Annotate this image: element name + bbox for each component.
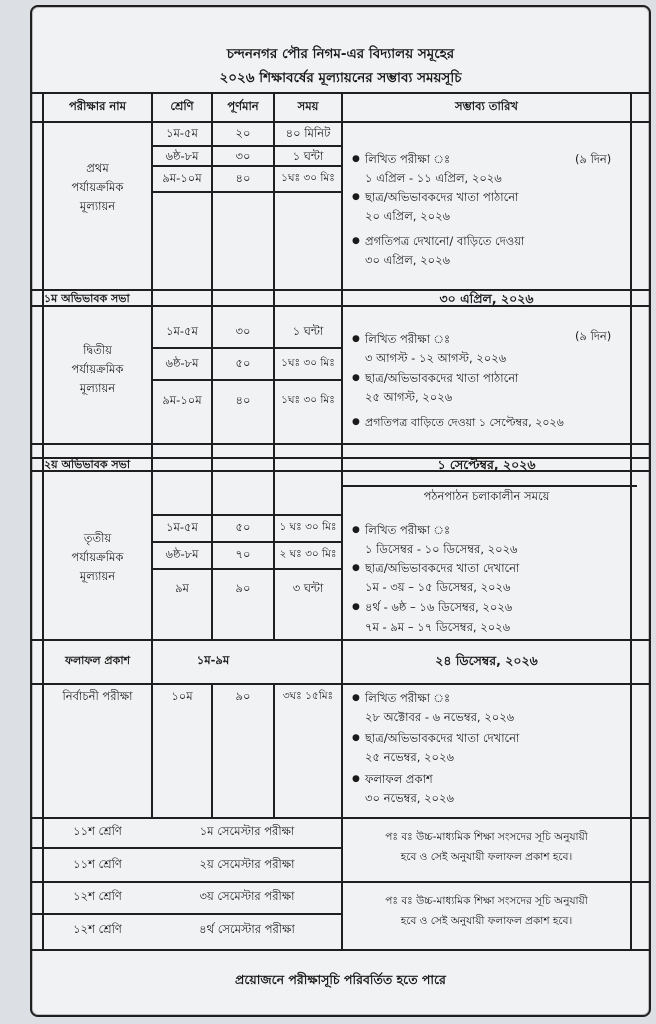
semester-3-class: ১২শ শ্রেণি	[73, 889, 122, 903]
rule	[151, 568, 341, 570]
third-copy-line-1: ১ম - ৩য় – ১৫ ডিসেম্বর, ২০২৬	[365, 580, 511, 594]
rule	[151, 379, 341, 381]
rule	[151, 191, 341, 193]
title-line-1: চন্দননগর পৌর নিগম-এর বিদ্যালয় সমূহের	[226, 46, 455, 62]
rule	[630, 92, 632, 949]
rule	[32, 949, 649, 951]
selection-written-label: ● লিখিত পরীক্ষা ঃ	[365, 689, 450, 708]
first-row2-marks: ৩০	[235, 149, 251, 163]
first-row1-time: ৪০ মিনিট	[285, 126, 331, 140]
first-row3-marks: ৪০	[235, 171, 251, 185]
semester-2-class: ১১শ শ্রেণি	[73, 857, 122, 871]
selection-name: নির্বাচনী পরীক্ষা	[62, 689, 133, 703]
first-copy-label: ● ছাত্র/অভিভাবকদের খাতা পাঠানো	[365, 188, 518, 207]
rule	[42, 92, 44, 949]
second-copy-label: ● ছাত্র/অভিভাবকদের খাতা পাঠানো	[365, 369, 518, 388]
semester-2-exam: ২য় সেমেস্টার পরীক্ষা	[199, 857, 295, 871]
title-line-2: ২০২৬ শিক্ষাবর্ষের মূল্যায়নের সম্ভাব্য সময়সূচি	[219, 70, 462, 86]
meeting1-label: ১ম অভিভাবক সভা	[44, 292, 130, 305]
selection-marks: ৯০	[235, 689, 251, 703]
council-note-a-1: পঃ বঃ উচ্চ-মাধ্যমিক শিক্ষা সংসদের সূচি অনুযায়ী	[385, 831, 588, 843]
first-row1-marks: ২০	[235, 126, 251, 140]
selection-result-label: ● ফলাফল প্রকাশ	[365, 770, 433, 789]
first-days: (৯ দিন)	[575, 152, 612, 166]
third-written-label: ● লিখিত পরীক্ষা ঃ	[365, 521, 450, 540]
second-days: (৯ দিন)	[575, 329, 612, 343]
second-progress-label: ● প্রগতিপত্র বাড়িতে দেওয়া ১ সেপ্টেম্বর, ২০২৬	[365, 413, 564, 432]
third-row3-time: ৩ ঘন্টা	[292, 581, 324, 595]
second-row3-marks: ৪০	[235, 393, 251, 407]
second-row2-marks: ৫০	[235, 356, 251, 370]
header-class: শ্রেণি	[170, 99, 194, 113]
second-row3-time: ১ঘঃ ৩০ মিঃ	[281, 394, 335, 406]
footer-note: প্রয়োজনে পরীক্ষাসূচি পরিবর্তিত হতে পারে	[235, 972, 446, 987]
selection-time: ৩ঘঃ ১৫মিঃ	[282, 690, 334, 702]
first-progress-label: ● প্রগতিপত্র দেখানো/ বাড়িতে দেওয়া	[365, 232, 524, 251]
third-written-date: ১ ডিসেম্বর - ১০ ডিসেম্বর, ২০২৬	[365, 542, 518, 556]
rule	[32, 847, 341, 849]
first-written-label: ● লিখিত পরীক্ষা ঃ	[365, 150, 450, 169]
first-row2-class: ৬ষ্ঠ-৮ম	[165, 149, 199, 163]
result-label: ফলাফল প্রকাশ	[64, 654, 131, 667]
result-date: ২৪ ডিসেম্বর, ২০২৬	[435, 653, 538, 668]
council-note-b-1: পঃ বঃ উচ্চ-মাধ্যমিক শিক্ষা সংসদের সূচি অনুযায়ী	[385, 895, 588, 907]
second-eval-name-3: মূল্যায়ন	[79, 381, 116, 395]
first-row3-time: ১ঘঃ ৩০ মিঃ	[281, 172, 335, 184]
first-written-date: ১ এপ্রিল - ১১ এপ্রিল, ২০২৬	[365, 171, 502, 185]
rule	[151, 541, 341, 543]
second-written-label: ● লিখিত পরীক্ষা ঃ	[365, 330, 450, 349]
first-row2-time: ১ ঘন্টা	[292, 149, 324, 163]
header-time: সময়	[297, 99, 319, 113]
schedule-sheet	[30, 5, 651, 1017]
selection-copy-date: ২৫ নভেম্বর, ২০২৬	[365, 750, 454, 764]
semester-1-class: ১১শ শ্রেণি	[73, 824, 122, 838]
council-note-b-2: হবে ও সেই অনুযায়ী ফলাফল প্রকাশ হবে।	[400, 915, 573, 927]
selection-copy-label: ● ছাত্র/অভিভাবকদের খাতা দেখানো	[365, 729, 519, 748]
third-row3-class: ৯ম	[175, 581, 189, 595]
second-row2-time: ১ঘঃ ৩০ মিঃ	[281, 357, 335, 369]
third-eval-name-2: পর্যায়ক্রমিক	[71, 550, 124, 564]
council-note-a-2: হবে ও সেই অনুযায়ী ফলাফল প্রকাশ হবে।	[400, 851, 573, 863]
third-note: পঠনপাঠন চলাকালীন সময়ে	[423, 489, 550, 503]
selection-class: ১০ম	[171, 689, 193, 703]
second-eval-name-2: পর্যায়ক্রমিক	[71, 362, 124, 376]
header-date: সম্ভাব্য তারিখ	[455, 99, 518, 113]
semester-4-exam: ৪র্থ সেমেস্টার পরীক্ষা	[199, 922, 295, 936]
first-row3-class: ৯ম-১০ম	[162, 171, 202, 185]
second-row1-class: ১ম-৫ম	[166, 324, 198, 338]
first-row1-class: ১ম-৫ম	[166, 126, 198, 140]
third-row2-class: ৬ষ্ঠ-৮ম	[165, 547, 199, 561]
rule	[151, 514, 341, 516]
second-eval-name-1: দ্বিতীয়	[83, 343, 112, 357]
result-class: ১ম-৯ম	[196, 653, 230, 667]
third-row2-time: ২ ঘঃ ৩০ মিঃ	[279, 548, 337, 560]
second-copy-date: ২৫ আগস্ট, ২০২৬	[365, 390, 453, 404]
semester-1-exam: ১ম সেমেস্টার পরীক্ষা	[199, 824, 295, 838]
second-written-date: ৩ আগস্ট - ১২ আগস্ট, ২০২৬	[365, 351, 507, 365]
header-full-marks: পূর্ণমান	[227, 99, 259, 113]
third-row1-class: ১ম-৫ম	[166, 520, 198, 534]
third-row1-marks: ৫০	[235, 520, 251, 534]
meeting2-label: ২য় অভিভাবক সভা	[44, 458, 131, 471]
second-row2-class: ৬ষ্ঠ-৮ম	[165, 356, 199, 370]
meeting1-date: ৩০ এপ্রিল, ২০২৬	[439, 291, 534, 306]
third-row3-marks: ৯০	[235, 581, 251, 595]
third-eval-name-3: মূল্যায়ন	[79, 569, 116, 583]
third-eval-name-1: তৃতীয়	[83, 531, 112, 545]
third-row2-marks: ৭০	[235, 547, 251, 561]
first-eval-name-3: মূল্যায়ন	[79, 199, 116, 213]
third-row1-time: ১ ঘঃ ৩০ মিঃ	[279, 521, 337, 533]
header-exam-name: পরীক্ষার নাম	[69, 99, 126, 113]
second-row1-marks: ৩০	[235, 324, 251, 338]
first-progress-date: ৩০ এপ্রিল, ২০২৬	[365, 253, 451, 267]
third-copy-line-3: ৭ম - ৯ম – ১৭ ডিসেম্বর, ২০২৬	[365, 620, 511, 634]
first-eval-name-1: প্রথম	[86, 161, 109, 175]
second-row1-time: ১ ঘন্টা	[292, 324, 324, 338]
third-copy-label: ● ছাত্র/অভিভাবকদের খাতা দেখানো	[365, 559, 519, 578]
third-copy-line-2: ● ৪র্থ - ৬ষ্ঠ – ১৬ ডিসেম্বর, ২০২৬	[365, 598, 512, 617]
rule	[151, 92, 153, 817]
semester-3-exam: ৩য় সেমেস্টার পরীক্ষা	[199, 889, 295, 903]
rule	[32, 913, 341, 915]
selection-result-date: ৩০ নভেম্বর, ২০২৬	[365, 791, 454, 805]
selection-written-date: ২৮ অক্টোবর - ৬ নভেম্বর, ২০২৬	[365, 710, 515, 724]
first-eval-name-2: পর্যায়ক্রমিক	[71, 180, 124, 194]
meeting2-date: ১ সেপ্টেম্বর, ২০২৬	[437, 457, 536, 472]
semester-4-class: ১২শ শ্রেণি	[73, 922, 122, 936]
first-copy-date: ২০ এপ্রিল, ২০২৬	[365, 209, 451, 223]
rule	[151, 347, 341, 349]
second-row3-class: ৯ম-১০ম	[162, 393, 202, 407]
